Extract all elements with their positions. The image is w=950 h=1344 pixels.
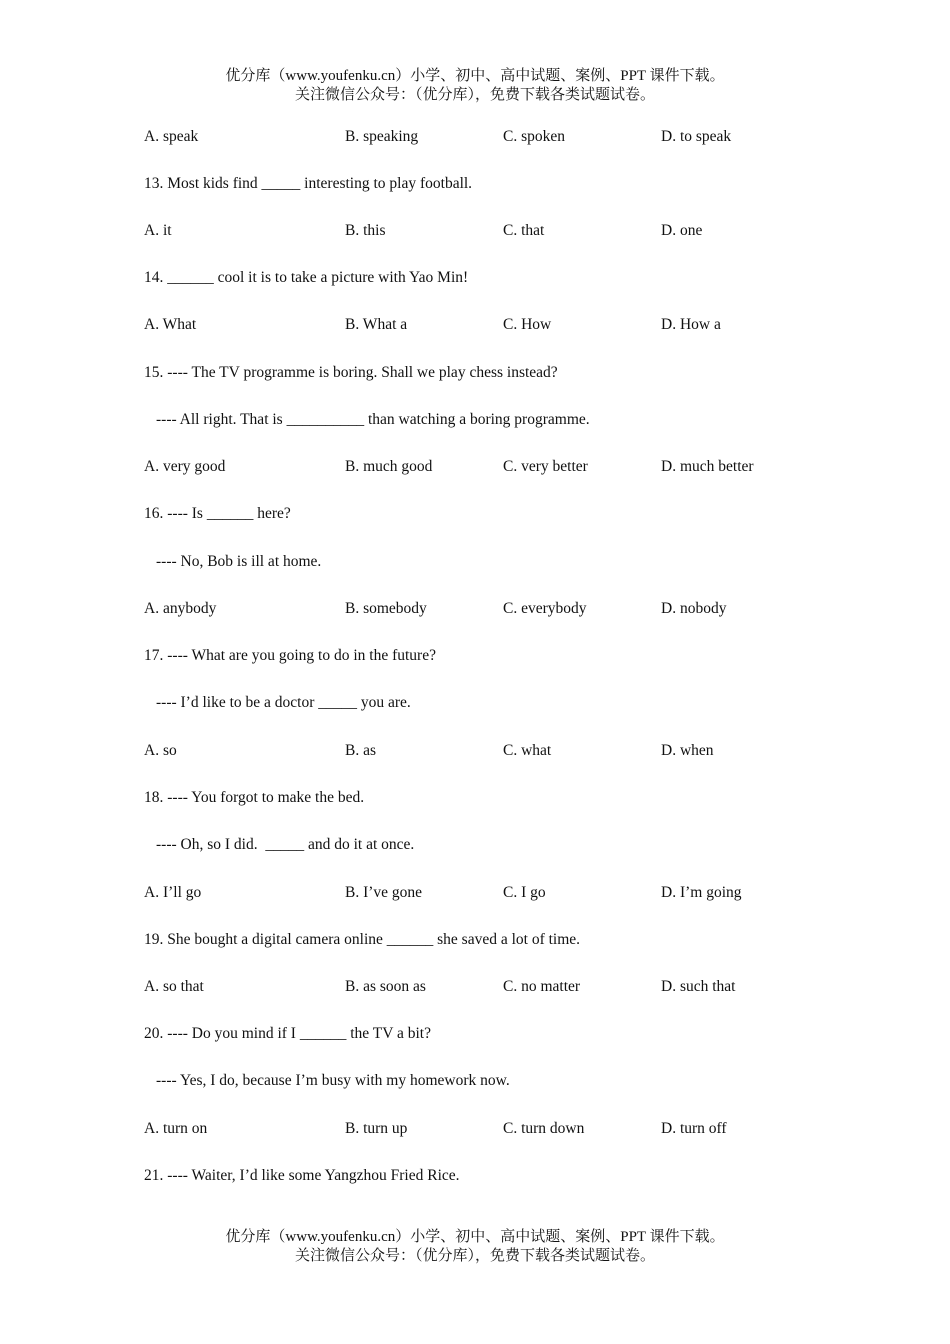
q14-option-b: B. What a [345, 316, 408, 333]
q17-option-d: D. when [661, 742, 714, 759]
q15-option-c: C. very better [503, 458, 588, 475]
q16-option-b: B. somebody [345, 600, 427, 617]
q16-reply: ---- No, Bob is ill at home. [156, 553, 322, 570]
q15-reply: ---- All right. That is __________ than watching a boring programme. [156, 411, 590, 428]
q18-option-c: C. I go [503, 884, 546, 901]
q21-stem: 21. ---- Waiter, I’d like some Yangzhou Fried Rice. [144, 1167, 460, 1184]
page-header-line-1: 优分库（www.youfenku.cn）小学、初中、高中试题、案例、PPT 课件下载。 [225, 68, 725, 84]
q14-stem: 14. ______ cool it is to take a picture with Yao Min! [144, 269, 469, 286]
page-header-line-2: 关注微信公众号：（优分库），免费下载各类试题试卷。 [294, 87, 655, 103]
page-footer-line-2: 关注微信公众号：（优分库），免费下载各类试题试卷。 [294, 1248, 655, 1264]
q13-option-c: C. that [503, 222, 545, 239]
q15-stem: 15. ---- The TV programme is boring. Shall we play chess instead? [144, 364, 558, 381]
q14-option-c: C. How [503, 316, 552, 333]
q12-option-b: B. speaking [345, 128, 419, 145]
q12-option-d: D. to speak [661, 128, 732, 145]
q19-option-b: B. as soon as [345, 978, 426, 995]
q14-option-d: D. How a [661, 316, 721, 333]
q17-option-a: A. so [144, 742, 177, 759]
q20-option-c: C. turn down [503, 1120, 585, 1137]
q20-stem: 20. ---- Do you mind if I ______ the TV a bit? [144, 1025, 431, 1042]
q15-option-a: A. very good [144, 458, 226, 475]
q17-reply: ---- I’d like to be a doctor _____ you are. [156, 694, 411, 711]
q17-stem: 17. ---- What are you going to do in the future? [144, 647, 436, 664]
q17-option-b: B. as [345, 742, 376, 759]
q14-option-a: A. What [144, 316, 197, 333]
q15-option-d: D. much better [661, 458, 754, 475]
q18-option-d: D. I’m going [661, 884, 742, 901]
q16-option-c: C. everybody [503, 600, 587, 617]
q20-option-d: D. turn off [661, 1120, 727, 1137]
q18-option-a: A. I’ll go [144, 884, 202, 901]
q13-stem: 13. Most kids find _____ interesting to play football. [144, 175, 473, 192]
q15-option-b: B. much good [345, 458, 433, 475]
q19-option-d: D. such that [661, 978, 736, 995]
q12-option-c: C. spoken [503, 128, 565, 145]
q13-option-d: D. one [661, 222, 703, 239]
q16-option-d: D. nobody [661, 600, 727, 617]
q18-option-b: B. I’ve gone [345, 884, 423, 901]
q16-stem: 16. ---- Is ______ here? [144, 505, 291, 522]
q16-option-a: A. anybody [144, 600, 217, 617]
q19-stem: 19. She bought a digital camera online ______ she saved a lot of time. [144, 931, 581, 948]
q20-option-b: B. turn up [345, 1120, 408, 1137]
q18-reply: ---- Oh, so I did. _____ and do it at once. [156, 836, 415, 853]
q18-stem: 18. ---- You forgot to make the bed. [144, 789, 365, 806]
page-footer-line-1: 优分库（www.youfenku.cn）小学、初中、高中试题、案例、PPT 课件下载。 [225, 1229, 725, 1245]
q19-option-c: C. no matter [503, 978, 581, 995]
q13-option-a: A. it [144, 222, 172, 239]
q20-reply: ---- Yes, I do, because I’m busy with my homework now. [156, 1072, 510, 1089]
q19-option-a: A. so that [144, 978, 204, 995]
q12-option-a: A. speak [144, 128, 199, 145]
q17-option-c: C. what [503, 742, 552, 759]
q13-option-b: B. this [345, 222, 386, 239]
q20-option-a: A. turn on [144, 1120, 208, 1137]
